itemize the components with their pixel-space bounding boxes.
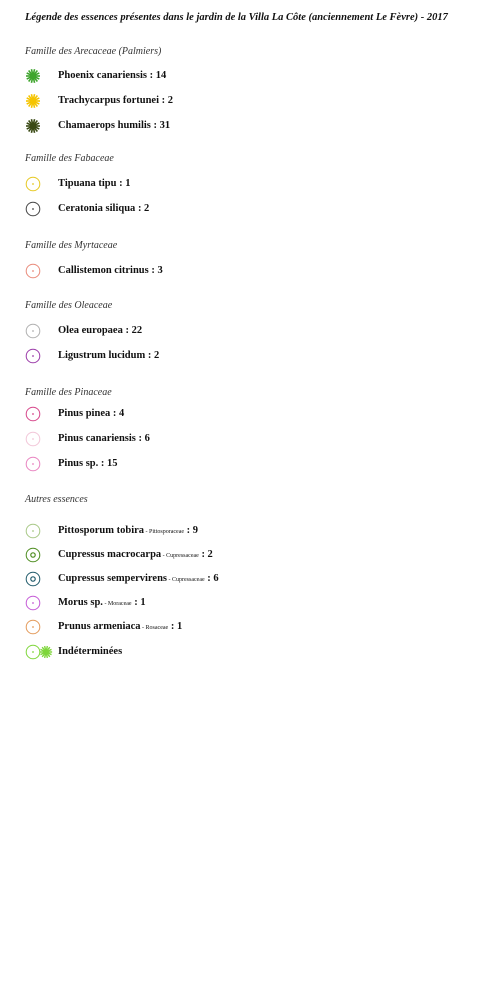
- species-count: : 22: [122, 325, 143, 336]
- species-count: : 1: [131, 597, 146, 608]
- species-name: Ceratonia siliqua: [58, 203, 136, 214]
- species-family: - Cupressaceae: [167, 577, 205, 583]
- species-name: Pinus canariensis: [58, 433, 136, 444]
- species-family: - Rosaceae: [140, 625, 169, 631]
- tree-ring-icon: [25, 547, 41, 563]
- legend-item: [25, 348, 485, 366]
- tree-circle-icon: [25, 523, 41, 539]
- legend-item-label: [58, 350, 159, 361]
- species-count: : 15: [98, 458, 118, 469]
- legend-item-label: [58, 70, 166, 81]
- legend-item: [25, 68, 485, 86]
- palm-burst-icon: [25, 118, 41, 134]
- tree-circle-icon: [25, 406, 41, 422]
- legend-item: [25, 406, 485, 424]
- legend-item-label: [58, 597, 146, 608]
- palm-burst-icon: [25, 68, 41, 84]
- tree-circle-icon: [25, 348, 41, 364]
- legend-item: [25, 547, 485, 565]
- section-arecaceae: Famille des Arecaceae (Palmiers): [25, 46, 162, 57]
- section-autres: Autres essences: [25, 494, 88, 505]
- legend-item: [25, 523, 485, 541]
- palm-burst-icon: [25, 93, 41, 109]
- section-myrtaceae: Famille des Myrtaceae: [25, 240, 118, 251]
- species-name: Chamaerops humilis: [58, 120, 151, 131]
- legend-item-label: [58, 203, 149, 214]
- species-name: Callistemon citrinus: [58, 265, 149, 276]
- legend-item: [25, 263, 485, 281]
- species-name: Morus sp.: [58, 597, 103, 608]
- species-count: : 3: [148, 265, 163, 276]
- tree-circle-icon: [25, 176, 41, 192]
- species-name: Cupressus sempervirens: [58, 573, 167, 584]
- species-name: Trachycarpus fortunei: [58, 95, 160, 106]
- legend-item: [25, 571, 485, 589]
- species-count: : 2: [159, 95, 174, 106]
- legend-item-label: [58, 433, 150, 444]
- section-oleaceae: Famille des Oleaceae: [25, 300, 113, 311]
- tree-circle-icon: [25, 595, 41, 611]
- legend-item: [25, 201, 485, 219]
- legend-item: [25, 176, 485, 194]
- species-name: Phoenix canariensis: [58, 70, 147, 81]
- legend-item-label: [58, 408, 124, 419]
- legend-item: [25, 323, 485, 341]
- species-count: : 31: [150, 120, 171, 131]
- legend-item-label: [58, 178, 130, 189]
- legend-item: [25, 456, 485, 474]
- species-count: : 6: [204, 573, 219, 584]
- species-count: : 2: [145, 350, 160, 361]
- species-count: : 2: [198, 549, 213, 560]
- legend-title: Légende des essences présentes dans le jardin de la Villa La Côte (anciennement Le Fèvre) - 2017: [25, 12, 448, 23]
- legend-item-label: [58, 265, 163, 276]
- species-family: - Cupressaceae: [161, 553, 199, 559]
- legend-item-label: [58, 646, 122, 657]
- species-name: Pittosporum tobira: [58, 525, 145, 536]
- legend-item-label: [58, 458, 118, 469]
- legend-item-label: [58, 95, 173, 106]
- legend-item: [25, 644, 485, 662]
- legend-item-label: [58, 325, 142, 336]
- tree-ring-icon: [25, 571, 41, 587]
- species-name: Ligustrum lucidum: [58, 350, 146, 361]
- legend-item: [25, 619, 485, 637]
- legend-item: [25, 595, 485, 613]
- species-name: Pinus pinea: [58, 408, 111, 419]
- legend-item: [25, 118, 485, 136]
- tree-circle-icon: [25, 263, 41, 279]
- species-count: : 4: [110, 408, 125, 419]
- section-pinaceae: Famille des Pinaceae: [25, 387, 112, 398]
- species-count: : 2: [135, 203, 150, 214]
- legend-item-label: [58, 573, 219, 584]
- species-count: : 6: [135, 433, 150, 444]
- legend-item-label: [58, 525, 198, 536]
- tree-circle-icon: [25, 619, 41, 635]
- tree-circle-icon: [25, 456, 41, 472]
- legend-item: [25, 431, 485, 449]
- species-count: : 1: [168, 621, 183, 632]
- species-name: Prunus armeniaca: [58, 621, 141, 632]
- species-family: - Pittosporaceae: [144, 529, 185, 535]
- species-name: Tipuana tipu: [58, 178, 117, 189]
- tree-circle-icon: [25, 431, 41, 447]
- species-count: : 9: [184, 525, 199, 536]
- legend-item-label: [58, 120, 170, 131]
- species-name: Pinus sp.: [58, 458, 99, 469]
- species-count: : 14: [146, 70, 167, 81]
- species-family: - Moraceae: [102, 601, 132, 607]
- section-fabaceae: Famille des Fabaceae: [25, 153, 114, 164]
- species-name: Indéterminées: [58, 646, 123, 657]
- legend-item: [25, 93, 485, 111]
- legend-item-label: [58, 621, 182, 632]
- palm-burst-icon: [39, 645, 53, 659]
- species-name: Olea europaea: [58, 325, 123, 336]
- tree-circle-icon: [25, 201, 41, 217]
- species-count: : 1: [116, 178, 131, 189]
- species-name: Cupressus macrocarpa: [58, 549, 162, 560]
- tree-circle-icon: [25, 323, 41, 339]
- legend-item-label: [58, 549, 213, 560]
